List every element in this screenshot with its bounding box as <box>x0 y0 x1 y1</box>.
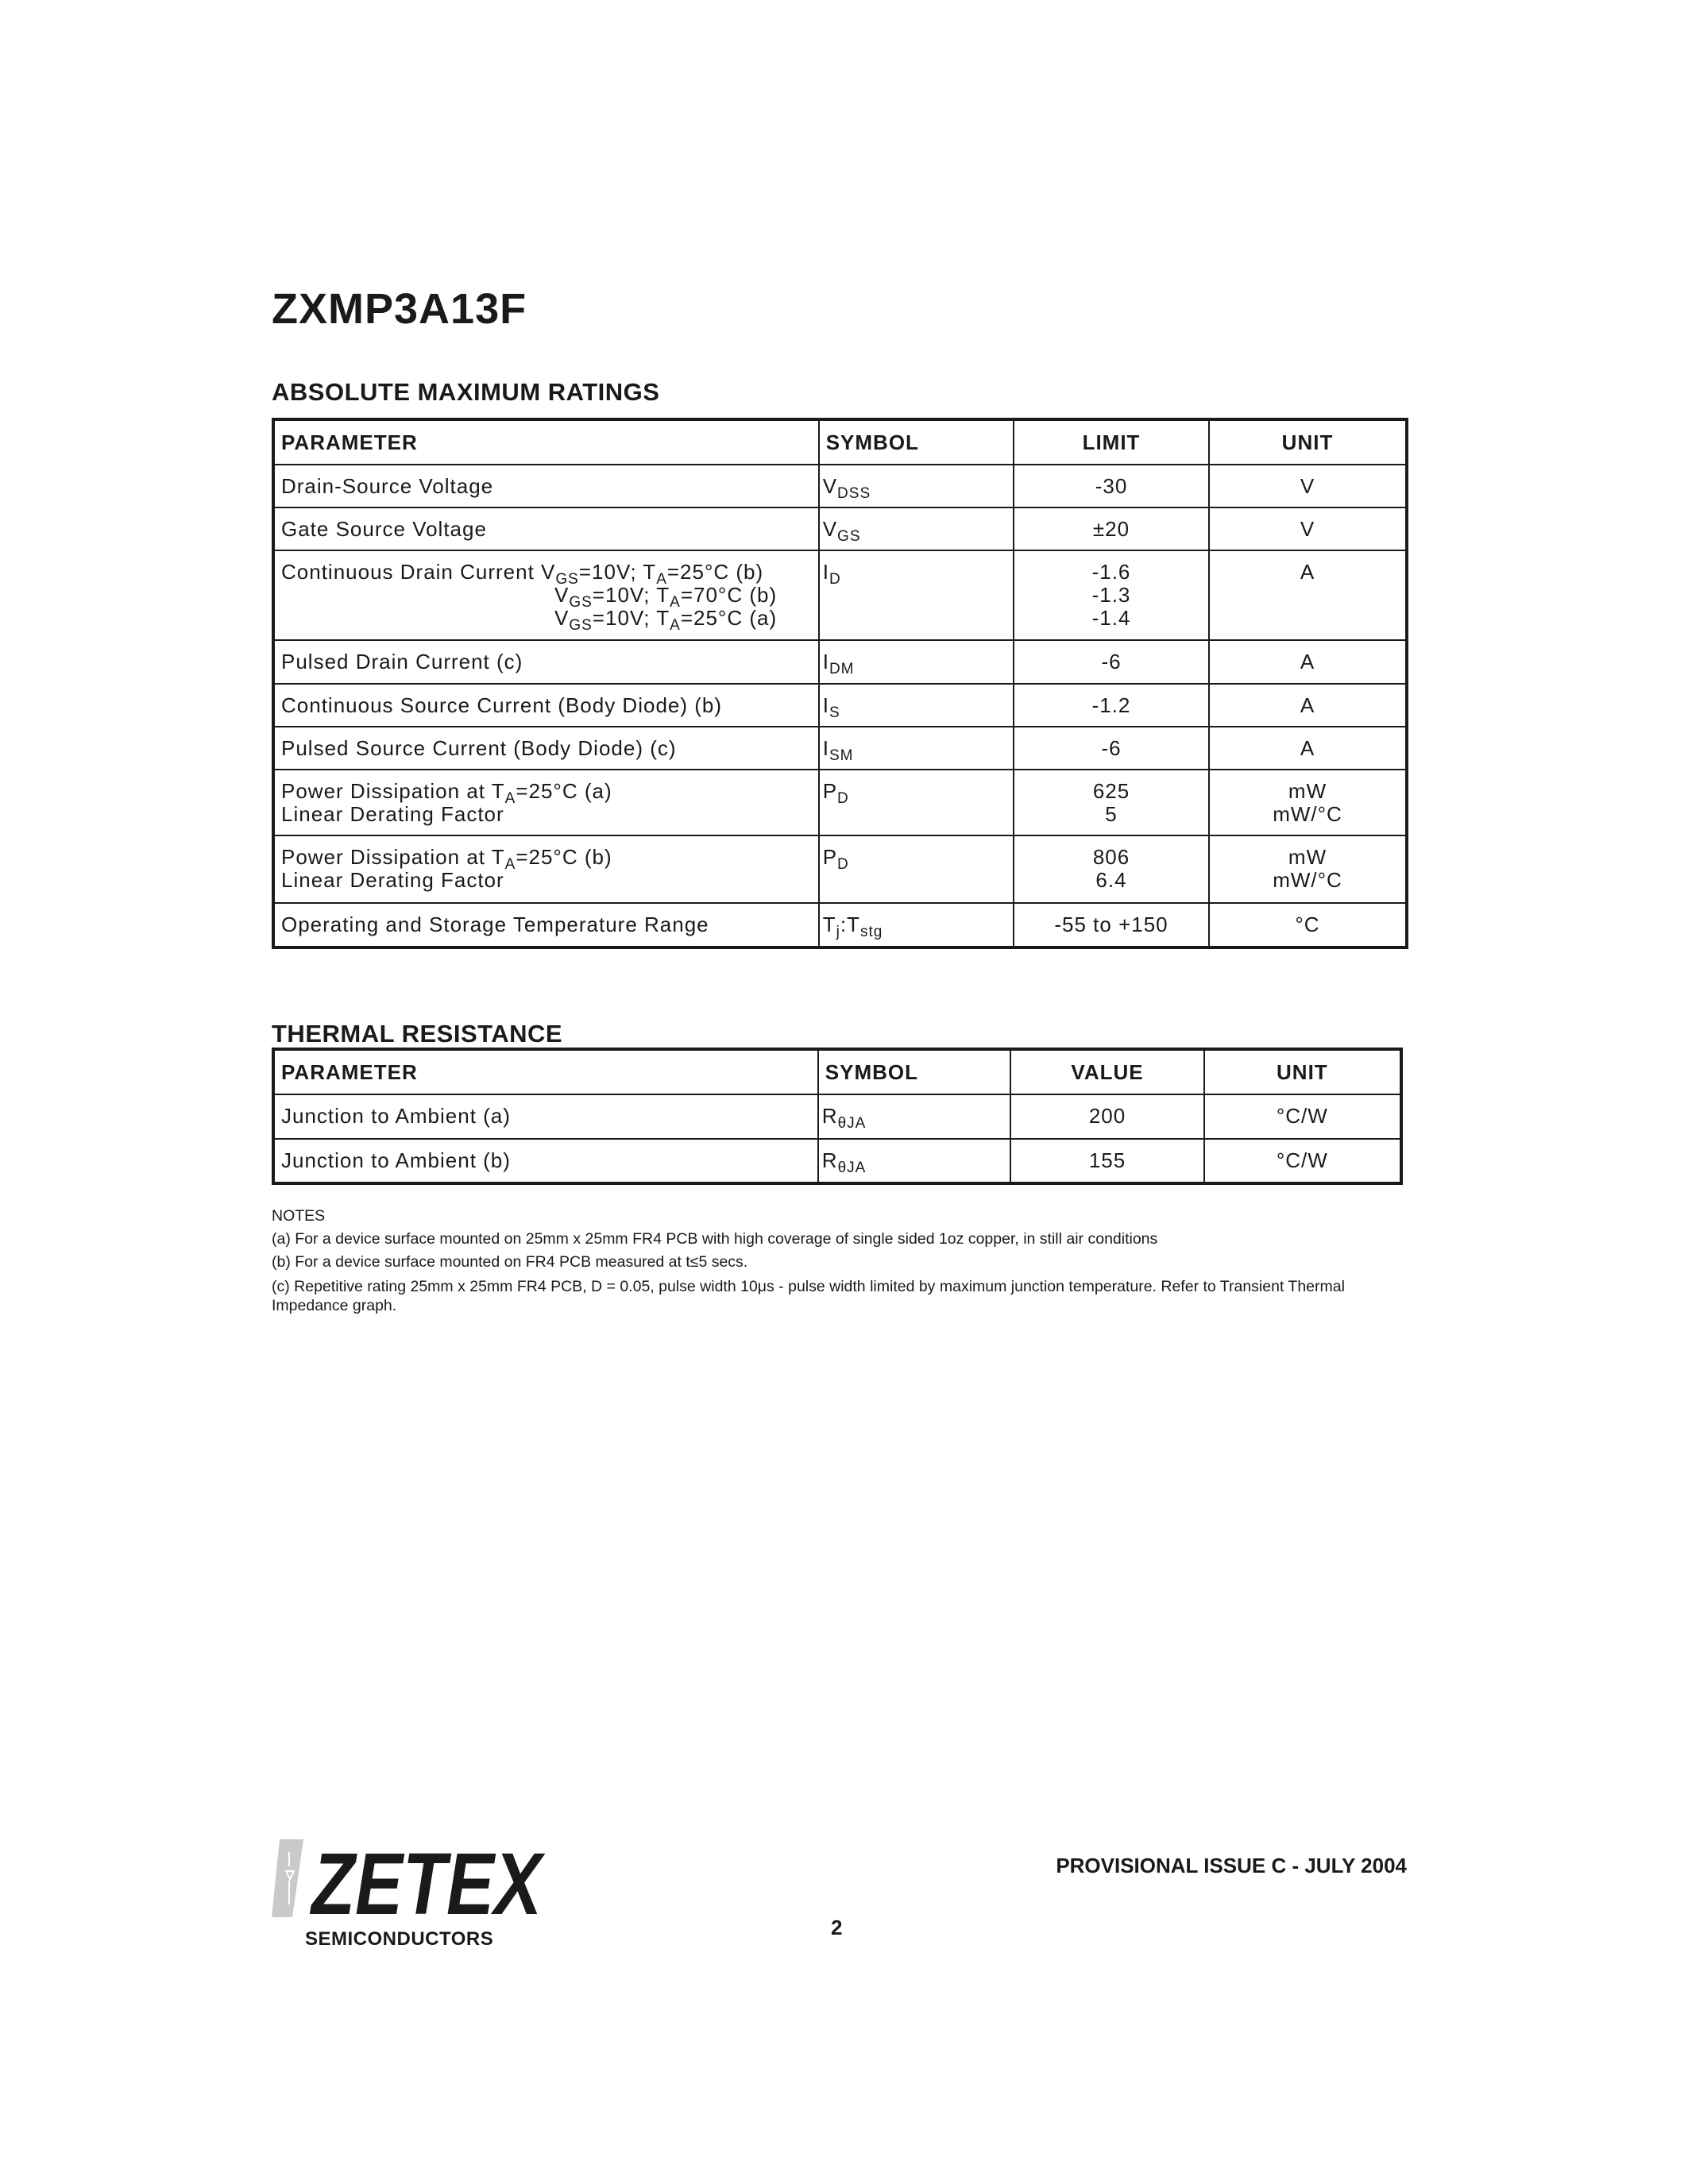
unit-cell: A <box>1209 727 1407 770</box>
parameter-cell: Drain-Source Voltage <box>273 465 819 507</box>
symbol-cell: $T_j:T_{stg}$ <box>819 903 1014 947</box>
table-row <box>273 727 1407 770</box>
table-row <box>273 770 1407 835</box>
document-title: ZXMP3A13F <box>272 285 527 333</box>
symbol-cell: $I_D$ <box>819 550 1014 640</box>
absolute-maximum-ratings-table <box>272 418 1408 949</box>
unit-cell: V <box>1209 465 1407 507</box>
symbol-cell: $P_D$ <box>819 770 1014 835</box>
unit-cell: °C <box>1209 903 1407 947</box>
parameter-cell: Continuous Drain Current $V_{GS}=10V$; $T_A=25^\circ C$ (b) $V_{GS}=10V$; $T_A=70^\circ C$ (b) $V_{GS}=10V$; $T_A=25^\circ C$ (a) <box>273 550 819 640</box>
note-a: (a) For a device surface mounted on 25mm x 25mm FR4 PCB with high coverage of single sided 1oz copper, in still air conditions <box>272 1230 1158 1248</box>
symbol-cell: $I_{DM}$ <box>819 640 1014 684</box>
logo-subtitle: SEMICONDUCTORS <box>305 1928 494 1950</box>
notes <box>272 1205 1416 1315</box>
value-cell: ±20 <box>1014 507 1209 550</box>
value-cell: -1.6 -1.3 -1.4 <box>1014 550 1209 640</box>
symbol-cell: $I_{SM}$ <box>819 727 1014 770</box>
unit-cell: °C/W <box>1204 1094 1401 1139</box>
value-cell: -30 <box>1014 465 1209 507</box>
value-cell: 625 5 <box>1014 770 1209 835</box>
table-row <box>273 835 1407 903</box>
header-row <box>273 1049 1401 1094</box>
value-cell: 155 <box>1010 1139 1203 1183</box>
parameter-cell: Pulsed Source Current (Body Diode) (c) <box>273 727 819 770</box>
issue-label: PROVISIONAL ISSUE C - JULY 2004 <box>1056 1854 1407 1877</box>
symbol-cell: $R_{\theta JA}$ <box>818 1094 1011 1139</box>
note-b: (b) For a device surface mounted on FR4 PCB measured at t≤5 secs. <box>272 1253 748 1271</box>
parameter-cell: Junction to Ambient (b) <box>273 1139 818 1183</box>
parameter-cell: Pulsed Drain Current (c) <box>273 640 819 684</box>
zetex-logo <box>272 1835 546 1933</box>
svg-text:ZETEX: ZETEX <box>309 1835 546 1933</box>
value-cell: 806 6.4 <box>1014 835 1209 903</box>
column-header-value: VALUE <box>1010 1049 1203 1094</box>
unit-cell: mW mW/°C <box>1209 770 1407 835</box>
symbol-cell: $R_{\theta JA}$ <box>818 1139 1011 1183</box>
table-row <box>273 640 1407 684</box>
column-header-symbol: SYMBOL <box>818 1049 1011 1094</box>
symbol-cell: $I_S$ <box>819 684 1014 727</box>
amr-heading: ABSOLUTE MAXIMUM RATINGS <box>272 378 660 406</box>
parameter-cell: Gate Source Voltage <box>273 507 819 550</box>
note-c: (c) Repetitive rating 25mm x 25mm FR4 PCB, D = 0.05, pulse width 10μs - pulse width limited by maximum junction temperature. Refer to Transient Thermal Impedance graph. <box>272 1278 1345 1314</box>
page-number: 2 <box>831 1916 843 1939</box>
thermal-resistance-table <box>272 1048 1403 1185</box>
value-cell: -55 to +150 <box>1014 903 1209 947</box>
symbol-cell: $V_{DSS}$ <box>819 465 1014 507</box>
unit-cell: A <box>1209 550 1407 640</box>
column-header-parameter: PARAMETER <box>273 1049 818 1094</box>
unit-cell: A <box>1209 640 1407 684</box>
table-row <box>273 1139 1401 1183</box>
parameter-cell: Operating and Storage Temperature Range <box>273 903 819 947</box>
column-header-parameter: PARAMETER <box>273 419 819 465</box>
value-cell: 200 <box>1010 1094 1203 1139</box>
notes-heading: NOTES <box>272 1207 326 1225</box>
table-row <box>273 903 1407 947</box>
symbol-cell: $V_{GS}$ <box>819 507 1014 550</box>
column-header-unit: UNIT <box>1204 1049 1401 1094</box>
unit-cell: A <box>1209 684 1407 727</box>
unit-cell: °C/W <box>1204 1139 1401 1183</box>
table-row <box>273 465 1407 507</box>
column-header-symbol: SYMBOL <box>819 419 1014 465</box>
parameter-cell: Power Dissipation at $T_A=25^\circ C$ (a) Linear Derating Factor <box>273 770 819 835</box>
parameter-cell: Junction to Ambient (a) <box>273 1094 818 1139</box>
value-cell: -6 <box>1014 640 1209 684</box>
table-row <box>273 507 1407 550</box>
parameter-cell: Continuous Source Current (Body Diode) (b) <box>273 684 819 727</box>
value-cell: -6 <box>1014 727 1209 770</box>
value-cell: -1.2 <box>1014 684 1209 727</box>
table-row <box>273 684 1407 727</box>
thermal-heading: THERMAL RESISTANCE <box>272 1020 563 1048</box>
unit-cell: mW mW/°C <box>1209 835 1407 903</box>
table-row <box>273 550 1407 640</box>
table-row <box>273 1094 1401 1139</box>
unit-cell: V <box>1209 507 1407 550</box>
column-header-unit: UNIT <box>1209 419 1407 465</box>
logo-mark-icon <box>272 1839 303 1917</box>
symbol-cell: $P_D$ <box>819 835 1014 903</box>
parameter-cell: Power Dissipation at $T_A=25^\circ C$ (b) Linear Derating Factor <box>273 835 819 903</box>
column-header-limit: LIMIT <box>1014 419 1209 465</box>
header-row <box>273 419 1407 465</box>
